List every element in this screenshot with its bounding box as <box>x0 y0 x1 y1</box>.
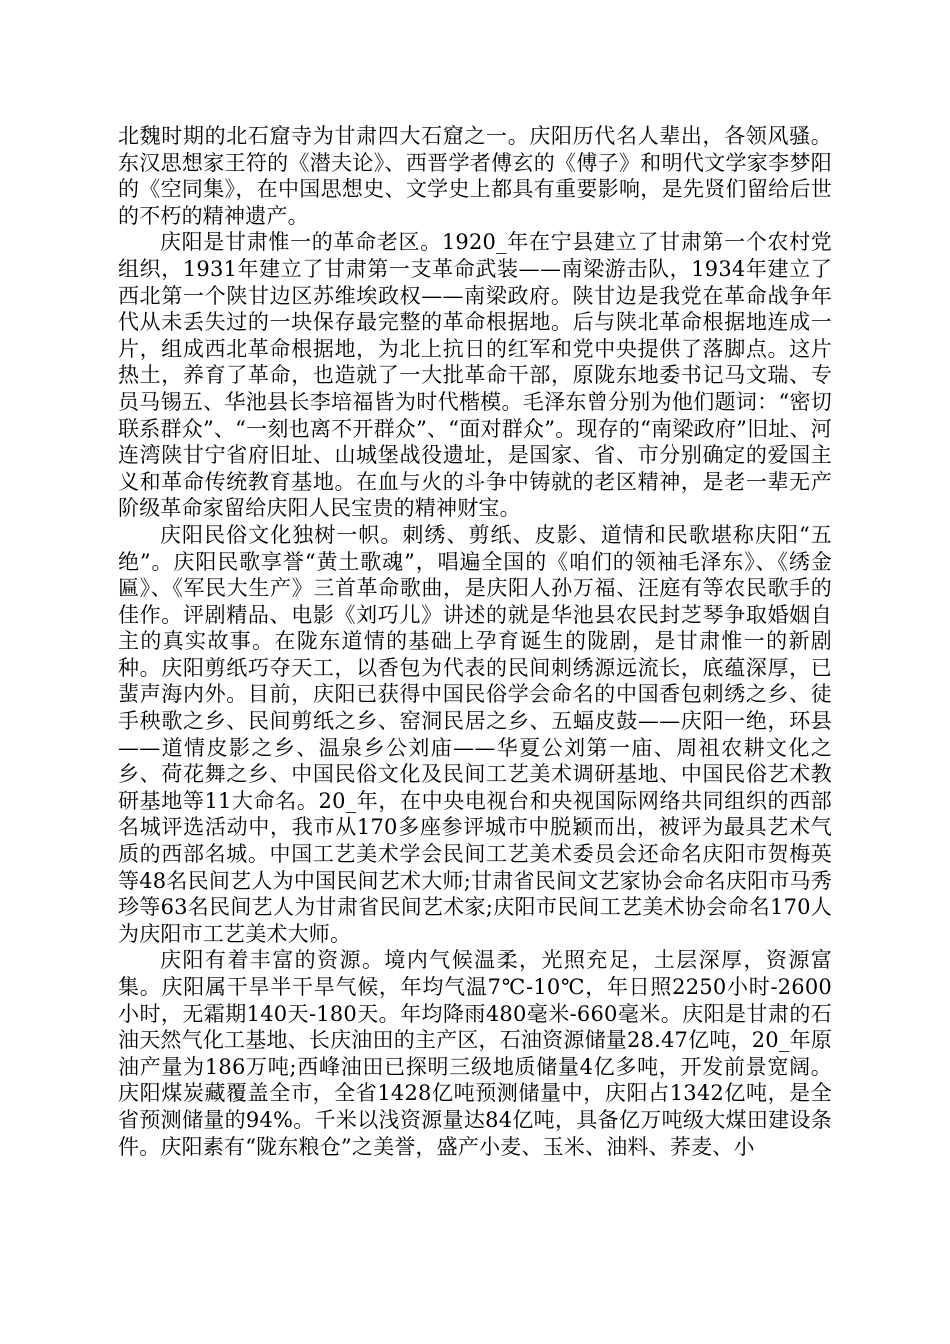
paragraph-folk-culture: 庆阳民俗文化独树一帜。刺绣、剪纸、皮影、道情和民歌堪称庆阳“五绝”。庆阳民歌享誉“黄土歌魂”，唱遍全国的《咱们的领袖毛泽东》、《绣金匾》、《军民大生产》三首革命歌曲，是庆阳人孙万福、汪庭有等农民歌手的佳作。评剧精品、电影《刘巧儿》讲述的就是华池县农民封芝琴争取婚姻自主的真实故事。在陇东道情的基础上孕育诞生的陇剧，是甘肃惟一的新剧种。庆阳剪纸巧夺天工，以香包为代表的民间刺绣源远流长，底蕴深厚，已蜚声海内外。目前，庆阳已获得中国民俗学会命名的中国香包刺绣之乡、徒手秧歌之乡、民间剪纸之乡、窑洞民居之乡、五蝠皮鼓——庆阳一绝，环县——道情皮影之乡、温泉乡公刘庙——华夏公刘第一庙、周祖农耕文化之乡、荷花舞之乡、中国民俗文化及民间工艺美术调研基地、中国民俗艺术教研基地等11大命名。20_年，在中央电视台和央视国际网络共同组织的西部名城评选活动中，我市从170多座参评城市中脱颖而出，被评为最具艺术气质的西部名城。中国工艺美术学会民间工艺美术委员会还命名庆阳市贺梅英等48名民间艺人为中国民间艺术大师;甘肃省民间文艺家协会命名庆阳市马秀珍等63名民间艺人为甘肃省民间艺术家;庆阳市民间工艺美术协会命名170人为庆阳市工艺美术大师。 <box>118 522 832 946</box>
paragraph-northern-wei-grottoes: 北魏时期的北石窟寺为甘肃四大石窟之一。庆阳历代名人辈出，各领风骚。东汉思想家王符的《潜夫论》、西晋学者傅玄的《傅子》和明代文学家李梦阳的《空同集》，在中国思想史、文学史上都具有重要影响，是先贤们留给后世的不朽的精神遗产。 <box>118 124 832 228</box>
document-body <box>118 123 832 1160</box>
paragraph-revolutionary-base: 庆阳是甘肃惟一的革命老区。1920_年在宁县建立了甘肃第一个农村党组织，1931年建立了甘肃第一支革命武装——南梁游击队，1934年建立了西北第一个陕甘边区苏维埃政权——南梁政府。陕甘边是我党在革命战争年代从未丢失过的一块保存最完整的革命根据地。后与陕北革命根据地连成一片，组成西北革命根据地，为北上抗日的红军和党中央提供了落脚点。这片热土，养育了革命，也造就了一大批革命干部，原陇东地委书记马文瑞、专员马锡五、华池县长李培福皆为时代楷模。毛泽东曾分别为他们题词：“密切联系群众”、“一刻也离不开群众”、“面对群众”。现存的“南梁政府”旧址、河连湾陕甘宁省府旧址、山城堡战役遗址，是国家、省、市分别确定的爱国主义和革命传统教育基地。在血与火的斗争中铸就的老区精神，是老一辈无产阶级革命家留给庆阳人民宝贵的精神财宝。 <box>118 230 832 521</box>
paragraph-resources: 庆阳有着丰富的资源。境内气候温柔，光照充足，土层深厚，资源富集。庆阳属干旱半干旱气候，年均气温7℃-10℃，年日照2250小时-2600小时，无霜期140天-180天。年均降雨480毫米-660毫米。庆阳是甘肃的石油天然气化工基地、长庆油田的主产区，石油资源储量28.47亿吨，20_年原油产量为186万吨;西峰油田已探明三级地质储量4亿多吨，开发前景宽阔。庆阳煤炭藏覆盖全市，全省1428亿吨预测储量中，庆阳占1342亿吨，是全省预测储量的94%。千米以浅资源量达84亿吨，具备亿万吨级大煤田建设条件。庆阳素有“陇东粮仓”之美誉，盛产小麦、玉米、油料、荞麦、小 <box>118 948 832 1159</box>
